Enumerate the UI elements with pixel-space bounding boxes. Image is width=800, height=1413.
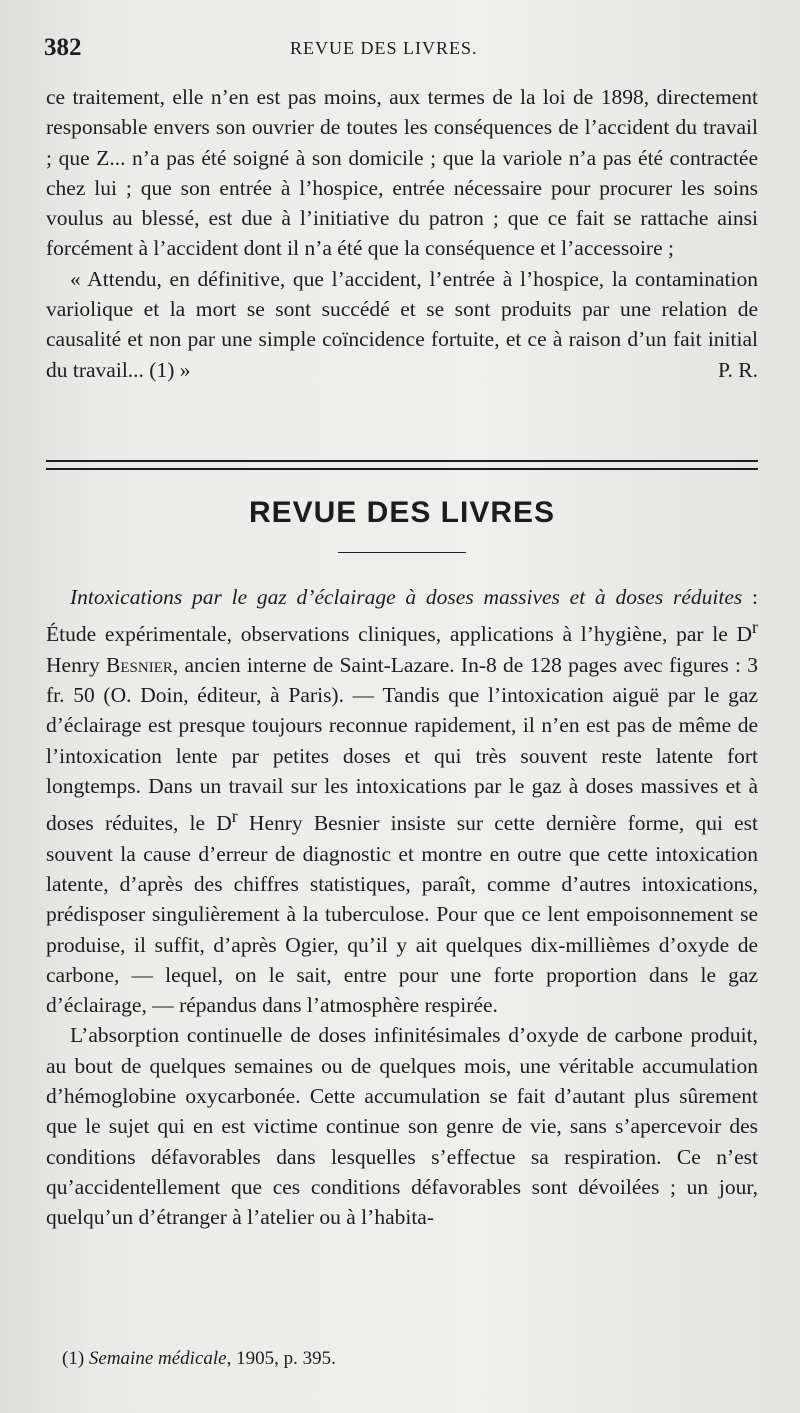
- review-intro-c: Henry Besnier insiste sur cette dernière forme, qui est souvent la cause d’erreur de diagnostic et montre en outre que cette intoxication latente, d’après des chiffres statistiques, paraît, comme d’autres intoxications, prédisposer singulièrement à la tuberculose. Pour que ce lent empoisonnement se produise, il suffit, d’après Ogier, qu’il y ait quelques dix-millièmes d’oxyde de carbone, — lequel, on le sait, entre pour une forte proportion dans le gaz d’éclairage, — répandus dans l’atmosphère respirée.: [46, 811, 758, 1018]
- footnote: [62, 1346, 752, 1372]
- book-review: [46, 582, 758, 1233]
- review-intro-a: : Étude expérimentale, observations cliniques, applications à l’hygiène, par le D: [46, 585, 758, 647]
- doctor-superscript-2: r: [231, 806, 238, 827]
- attendu-paragraph: [46, 264, 758, 385]
- footnote-source: Semaine médicale: [88, 1348, 227, 1369]
- signature: P. R.: [717, 357, 758, 382]
- page-number: 382: [44, 34, 82, 61]
- footnote-rest: , 1905, p. 395.: [226, 1348, 336, 1369]
- footnote-marker: (1): [62, 1348, 89, 1369]
- book-title: Intoxications par le gaz d’éclairage à doses massives et à doses réduites: [70, 585, 743, 609]
- running-head: REVUE DES LIVRES.: [290, 38, 478, 58]
- continuation-paragraph: ce traitement, elle n’en est pas moins, aux termes de la loi de 1898, directement responsable envers son ouvrier de toutes les conséquences de l’accident du travail ; que Z... n’a pas été soigné à son domicile ; que la variole n’a pas été contractée chez lui ; que son entrée à l’hospice, entrée nécessaire pour procurer les soins voulus au blessé, est due à l’initiative du patron ; que ce fait se rattache ainsi forcément à l’accident dont il n’a été que la conséquence et l’accessoire ;: [46, 85, 758, 261]
- double-rule-divider: [46, 460, 758, 470]
- author-last-name: Besnier: [106, 652, 173, 677]
- page-header: [44, 34, 756, 68]
- author-first-name: Henry: [46, 652, 107, 677]
- review-paragraph-2: L’absorption continuelle de doses infinitésimales d’oxyde de carbone produit, au bout de quelques semaines ou de quelques mois, une véritable accumulation d’hémoglobine oxycarbonée. Cette accumulation se fait d’autant plus sûrement que le sujet qui en est victime continue son genre de vie, sans s’apercevoir des conditions défavorables dans lesquelles s’effectue sa respiration. Ce n’est qu’accidentellement que ces conditions défavorables sont dévoilées ; un jour, quelqu’un d’étranger à l’atelier ou à l’habita-: [46, 1023, 758, 1230]
- short-rule-divider: [338, 552, 466, 553]
- review-intro-b: , ancien interne de Saint-Lazare. In-8 de 128 pages avec figures : 3 fr. 50 (O. Doin, éditeur, à Paris). — Tandis que l’intoxication aiguë par le gaz d’éclairage est presque toujours reconnue rapidement, il n’en est pas de même de l’intoxication lente par petites doses et qui très souvent reste latente fort longtemps. Dans un travail sur les intoxications par le gaz à doses massives et à doses réduites, le D: [46, 652, 758, 836]
- review-paragraph-1: [46, 582, 758, 1020]
- continuation-text: [46, 82, 758, 385]
- section-title: REVUE DES LIVRES: [248, 496, 556, 529]
- doctor-superscript: r: [752, 617, 758, 638]
- attendu-text: « Attendu, en définitive, que l’accident, l’entrée à l’hospice, la contamination variolique et la mort se sont succédé et se sont produits par une relation de causalité et non par une simple coïncidence fortuite, et ce à raison d’un fait initial du travail... (1) »: [46, 266, 758, 382]
